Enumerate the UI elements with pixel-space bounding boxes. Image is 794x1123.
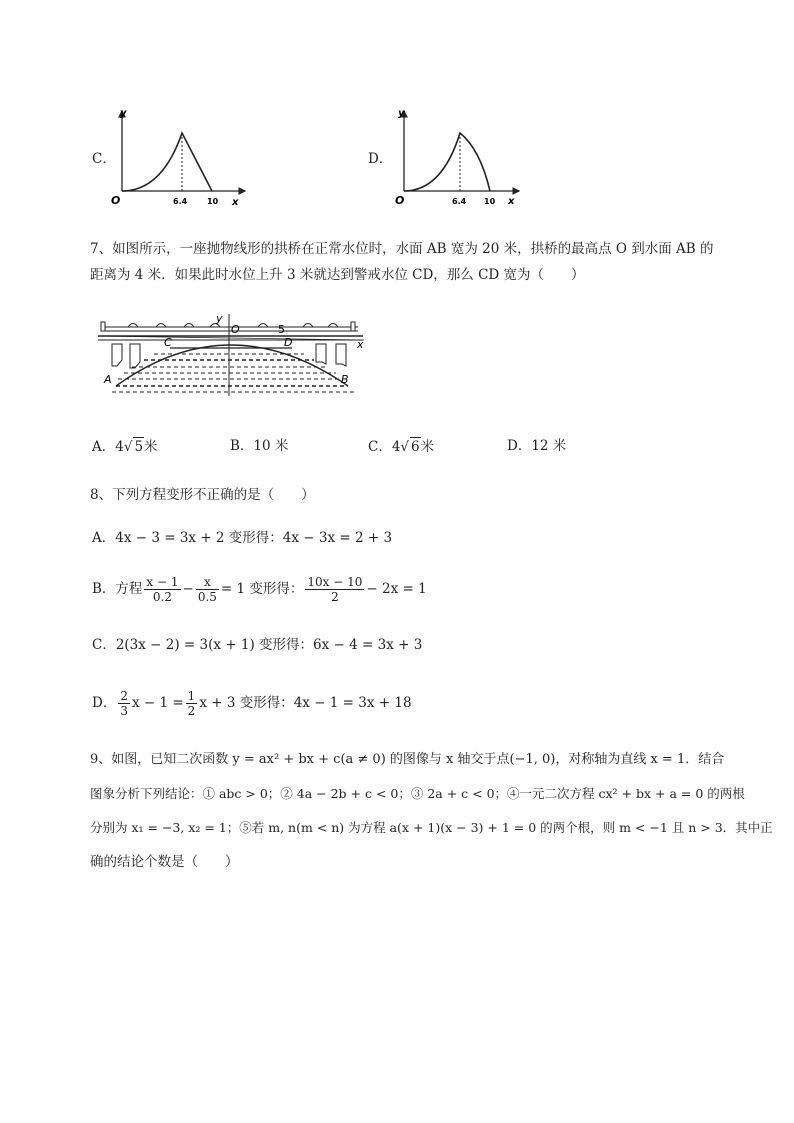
- origin-label: O: [111, 194, 121, 207]
- tick-6-4: 6.4: [452, 197, 467, 206]
- x-label: x: [508, 196, 515, 207]
- graph-c: [110, 105, 250, 210]
- arch: [116, 345, 348, 386]
- q7-line-1: 7、如图所示，一座抛物线形的拱桥在正常水位时，水面 AB 宽为 20 米，拱桥的最高点 O 到水面 AB 的: [90, 241, 714, 257]
- origin-label: O: [395, 194, 405, 207]
- q9-line-3: 分别为 x₁ = −3, x₂ = 1；⑤若 m, n(m < n) 为方程 a(x + 1)(x − 3) + 1 = 0 的两个根，则 m < −1 且 n > 3．其中正: [90, 820, 773, 835]
- x-label: x: [232, 197, 239, 208]
- q8-title: 8、下列方程变形不正确的是（ ）: [90, 487, 315, 503]
- q7-line-2: 距离为 4 米．如果此时水位上升 3 米就达到警戒水位 CD，那么 CD 宽为（ ）: [90, 267, 585, 283]
- d-label: D: [284, 336, 293, 349]
- c-label: C: [164, 336, 172, 349]
- q9-line-1: 9、如图，已知二次函数 y = ax² + bx + c(a ≠ 0) 的图像与 x 轴交于点(−1, 0)，对称轴为直线 x = 1．结合: [90, 752, 725, 767]
- o-label: O: [231, 323, 240, 336]
- b-label: B: [341, 373, 349, 386]
- option-d-label: D．: [368, 151, 393, 167]
- y-label: y: [216, 312, 223, 325]
- tick-6-4: 6.4: [173, 197, 188, 206]
- q9-line-2: 图象分析下列结论：① abc > 0；② 4a − 2b + c < 0；③ 2a + c < 0；④一元二次方程 cx² + bx + a = 0 的两根: [90, 786, 745, 801]
- q8-option-a: A．4x − 3 = 3x + 2 变形得：4x − 3x = 2 + 3: [92, 530, 393, 546]
- q8-option-b: B．方程 $\frac{x - 1}{0.2}$ − $\frac{x}{0.5}$ = 1 变形得： $\frac{10x - 10}{2}$ − 2x = 1: [92, 575, 427, 604]
- tick-10: 10: [207, 197, 219, 206]
- q7-option-b: B．10 米: [230, 438, 289, 454]
- q9-line-4: 确的结论个数是（ ）: [90, 854, 239, 870]
- q8-option-c: C．2(3x − 2) = 3(x + 1) 变形得：6x − 4 = 3x + 3: [92, 637, 423, 653]
- graph-d: [392, 105, 532, 210]
- a-label: A: [104, 373, 112, 386]
- bridge-figure: [98, 310, 370, 398]
- y-label: y: [120, 108, 127, 119]
- q7-option-a: A．4√ 5米: [92, 439, 158, 455]
- q7-option-d: D．12 米: [507, 438, 567, 454]
- tick-10: 10: [484, 197, 496, 206]
- curve: [122, 133, 212, 191]
- five-label: 5: [278, 323, 285, 336]
- q7-option-c: C．4√ 6米: [368, 439, 435, 455]
- curve: [404, 133, 490, 191]
- y-label: y: [398, 108, 405, 119]
- q8-option-d: D． $\frac{2}{3}$ x − 1 = $\frac{1}{2}$ x + 3 变形得：4x − 1 = 3x + 18: [92, 689, 412, 718]
- option-c-label: C．: [92, 151, 116, 167]
- x-label: x: [357, 338, 364, 351]
